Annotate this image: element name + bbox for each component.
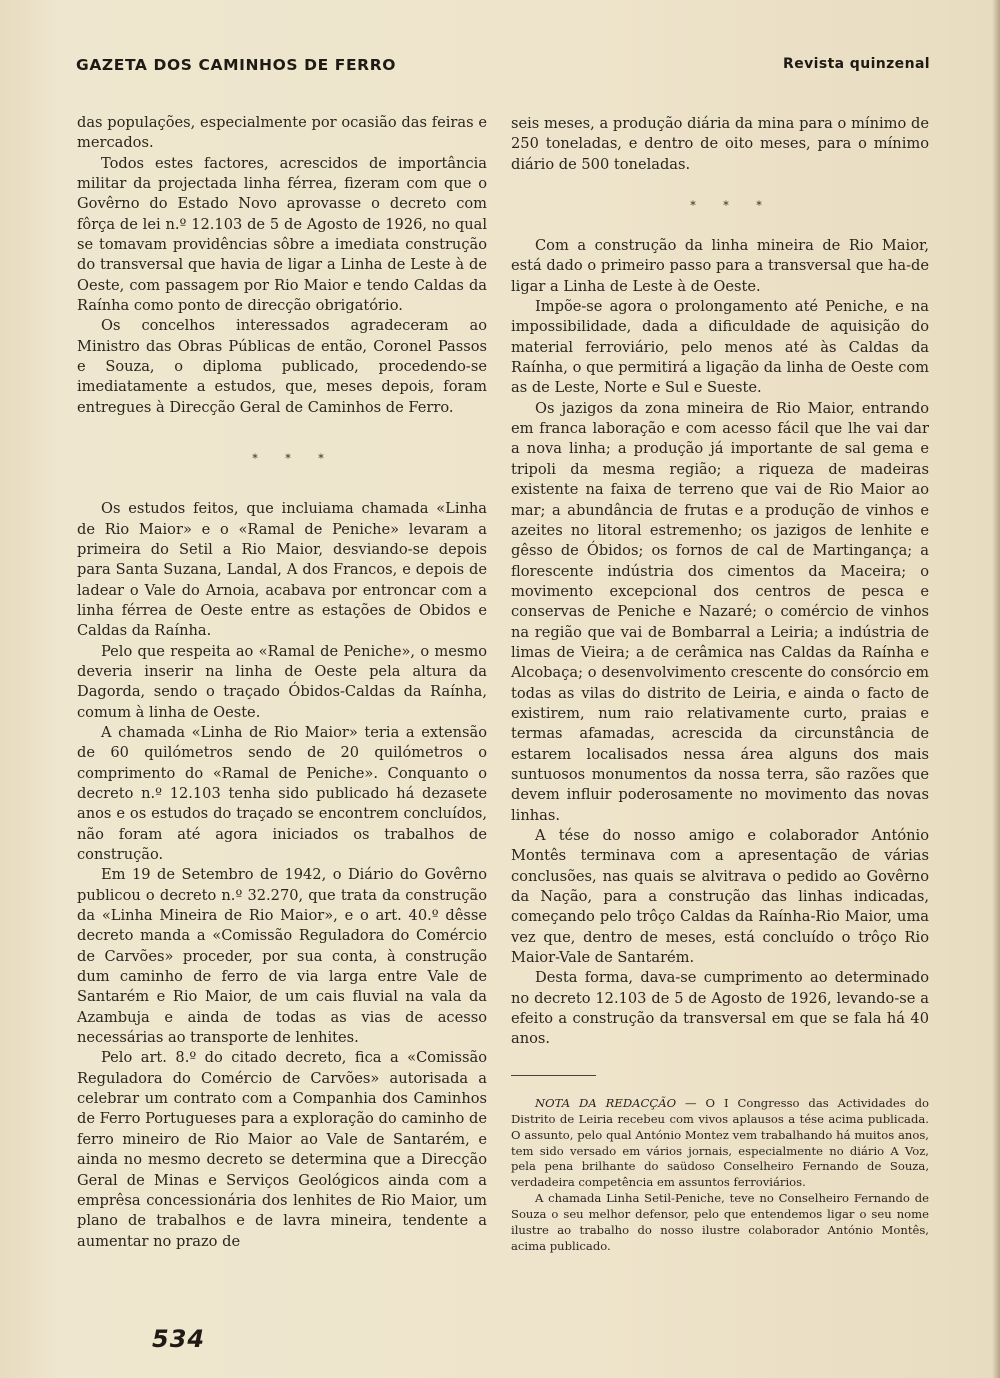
paragraph: A tése do nosso amigo e colaborador António Montês terminava com a apresentação de várias conclusões, nas quais se alvitrava o pedido ao Govêrno da Nação, para a construção das linhas indicadas, começando pelo trôço Caldas da Raínha-Rio Maior, uma vez que, dentro de meses, está concluído o trôço Rio Maior-Vale de Santarém. [511, 827, 929, 967]
paragraph: Os jazigos da zona mineira de Rio Maior, entrando em franca laboração e com acesso fácil que lhe vai dar a nova linha; a produção já importante de sal gema e tripoli da mesma região; a riqueza de madeiras existente na faixa de terreno que vai de Rio Maior ao mar; a abundância de frutas e a produção de vinhos e azeites no litoral estremenho; os jazigos de lenhite e gêsso de Óbidos; os fornos de cal de Martingança; a florescente indústria dos cimentos da Maceira; o movimento excepcional dos centros de pesca e conservas de Peniche e Nazaré; o comércio de vinhos na região que vai de Bombarral a Leiria; a indústria de limas de Vieira; a de cerâmica nas Caldas da Raínha e Alcobaça; o desenvolvimento crescente do consórcio em todas as vilas do distrito de Leiria, e ainda o facto de existirem, num raio relativamente curto, praias e termas afamadas, acrescida da circunstância de estarem localisados nessa área alguns dos mais suntuosos monumentos da nossa terra, são razões que devem influir poderosamente no movimento das novas linhas. [511, 399, 929, 824]
paragraph: Com a construção da linha mineira de Rio Maior, está dado o primeiro passo para a transversal que ha-de ligar a Linha de Leste à de Oeste. [511, 237, 929, 295]
right-column [511, 114, 929, 1255]
editorial-note-text: O I Congresso das Actividades do Distrito de Leiria recebeu com vivos aplausos a tése acima publicada. O assunto, pelo qual António Montez vem trabalhando há muitos anos, tem sido versado em vários jornais, especialmente no diário A Voz, pela pena brilhante do saüdoso Conselheiro Fernando de Souza, verdadeira competência em assuntos ferroviários. [511, 1095, 929, 1190]
paragraph: A chamada «Linha de Rio Maior» teria a extensão de 60 quilómetros sendo de 20 quilómetros o comprimento do «Ramal de Peniche». Conquanto o decreto n.º 12.103 tenha sido publicado há dezasete anos e os estudos do traçado se encontrem concluídos, não foram até agora iniciados os trabalhos de construção. [77, 723, 487, 863]
page-number: 534 [152, 1325, 206, 1353]
paragraph: Pelo art. 8.º do citado decreto, fica a «Comissão Reguladora do Comércio de Carvões» autorisada a celebrar um contrato com a Companhia dos Caminhos de Ferro Portugueses para a exploração do caminho de ferro mineiro de Rio Maior ao Vale de Santarém, e ainda no mesmo decreto se determina que a Direcção Geral de Minas e Serviços Geológicos ainda com a emprêsa concessionária dos lenhites de Rio Maior, um plano de trabalhos e de lavra mineira, tendente a aumentar no prazo de [77, 1049, 487, 1250]
editorial-note-paragraph: A chamada Linha Setil-Peniche, teve no Conselheiro Fernando de Souza o seu melhor defensor, pelo que entendemos ligar o seu nome ilustre ao trabalho do nosso ilustre colaborador António Montês, acima publicado. [511, 1191, 929, 1253]
paragraph: das populações, especialmente por ocasião das feiras e mercados. [77, 114, 487, 152]
section-separator: * * * [690, 199, 774, 213]
paragraph: Impõe-se agora o prolongamento até Peniche, e na impossibilidade, dada a dificuldade de aquisição do material ferroviário, pelo menos até às Caldas da Raínha, o que permitirá a ligação da linha de Oeste com as de Leste, Norte e Sul e Sueste. [511, 298, 929, 397]
paragraph: Em 19 de Setembro de 1942, o Diário do Govêrno publicou o decreto n.º 32.270, que trata da construção da «Linha Mineira de Rio Maior», e o art. 40.º dêsse decreto manda a «Comissão Reguladora do Comércio de Carvões» proceder, por sua conta, à construção dum caminho de ferro de via larga entre Vale de Santarém e Rio Maior, de um cais fluvial na vala da Azambuja e ainda de todas as vias de acesso necessárias ao transporte de lenhites. [77, 866, 487, 1047]
editorial-note-paragraph [511, 1096, 929, 1191]
paragraph: Desta forma, dava-se cumprimento ao determinado no decreto 12.103 de 5 de Agosto de 1926, levando-se a efeito a construção da transversal em que se fala há 40 anos. [511, 969, 929, 1048]
left-column [77, 113, 487, 1252]
paragraph: Pelo que respeita ao «Ramal de Peniche», o mesmo deveria inserir na linha de Oeste pela altura da Dagorda, sendo o traçado Óbidos-Caldas da Raínha, comum à linha de Oeste. [77, 642, 487, 721]
publication-title: GAZETA DOS CAMINHOS DE FERRO [76, 56, 397, 74]
footnote-rule [511, 1075, 596, 1076]
paragraph: Todos estes factores, acrescidos de importância militar da projectada linha férrea, fizeram com que o Govêrno do Estado Novo aprovasse o decreto com fôrça de lei n.º 12.103 de 5 de Agosto de 1926, no qual se tomavam providências sôbre a imediata construção do transversal que havia de ligar a Linha de Leste à de Oeste, com passagem por Rio Maior e tendo Caldas da Raínha como ponto de direcção obrigatório. [77, 154, 487, 315]
paragraph: Os concelhos interessados agradeceram ao Ministro das Obras Públicas de então, Coronel Passos e Souza, o diploma publicado, procedendo-se imediatamente a estudos, que, meses depois, foram entregues à Direcção Geral de Caminhos de Ferro. [77, 317, 487, 416]
running-head [76, 52, 930, 78]
editorial-note-label: NOTA DA REDACÇÃO — [535, 1095, 697, 1110]
paragraph: seis meses, a produção diária da mina para o mínimo de 250 toneladas, e dentro de oito meses, para o mínimo diário de 500 toneladas. [511, 115, 929, 173]
section-separator: * * * [252, 452, 336, 466]
paragraph: Os estudos feitos, que incluiama chamada «Linha de Rio Maior» e o «Ramal de Peniche» levaram a primeira do Setil a Rio Maior, desviando-se depois para Santa Suzana, Landal, A dos Francos, e depois de ladear o Vale do Arnoia, acabava por entroncar com a linha férrea de Oeste entre as estações de Obidos e Caldas da Raínha. [77, 500, 487, 640]
editorial-note [511, 1096, 929, 1255]
publication-subtitle: Revista quinzenal [783, 56, 930, 72]
